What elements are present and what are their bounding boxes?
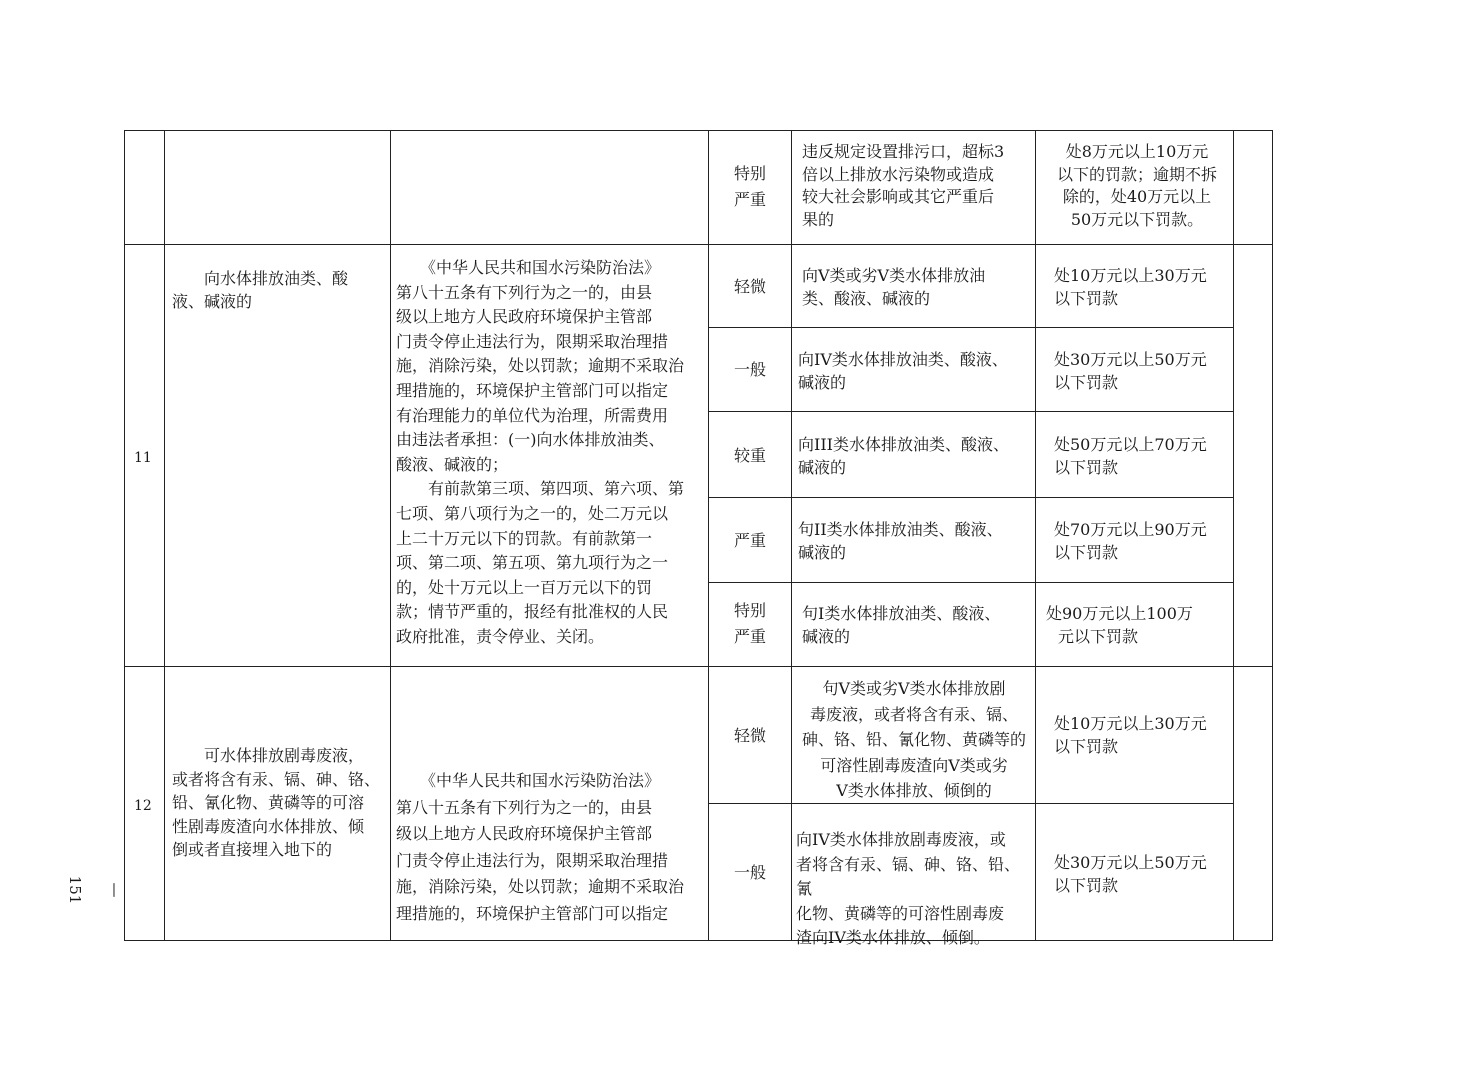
table-column-divider <box>164 130 165 941</box>
penalty-text: 处10万元以上30万元 以下罚款 <box>1054 266 1207 308</box>
circumstance-text: 向III类水体排放油类、酸液、 碱液的 <box>798 435 1009 477</box>
penalty-text: 处50万元以上70万元 以下罚款 <box>1054 435 1207 477</box>
penalty-text: 处8万元以上10万元 以下的罚款；逾期不拆 除的，处40万元以上 50万元以下罚款。 <box>1056 142 1217 229</box>
penalty-text: 处70万元以上90万元 以下罚款 <box>1054 520 1207 562</box>
table-border-left <box>124 130 125 941</box>
legal-basis-text: 《中华人民共和国水污染防治法》 第八十五条有下列行为之一的，由县 级以上地方人民政府环境保护主管部 门责令停止违法行为，限期采取治理措 施，消除污染，处以罚款；逾期不采取治 理措施的，环境保护主管部门可以指定 <box>396 771 685 923</box>
legal-basis-text: 《中华人民共和国水污染防治法》 第八十五条有下列行为之一的，由县 级以上地方人民政府环境保护主管部 门责令停止违法行为，限期采取治理措 施，消除污染，处以罚款；逾期不采取治 理措施的，环境保护主管部门可以指定 有治理能力的单位代为治理，所需费用 由违法者承担：(一)向水体排放油类、 酸液、碱液的； 有前款第三项、第四项、第六项、第 七项、第八项行为之一的，处二万元以 上二十万元以下的罚款。有前款第一 项、第二项、第五项、第九项行为之一 的，处十万元以上一百万元以下的罚 款；情节严重的，报经有批准权的人民 政府批准，责令停业、关闭。 <box>396 258 685 646</box>
table-column-divider <box>1035 130 1036 941</box>
table-column-divider <box>390 130 391 941</box>
circumstance-text: 向IV类水体排放剧毒废液，或 者将含有汞、镉、砷、铬、铅、氰 化物、黄磷等的可溶性剧毒废 渣向IV类水体排放、倾倒。 <box>796 830 1021 947</box>
level-label: 较重 <box>733 446 766 465</box>
penalty-text: 处90万元以上100万 元以下罚款 <box>1046 604 1193 646</box>
level-separator <box>708 327 1234 328</box>
level-label: 严重 <box>733 531 766 550</box>
circumstance-text: 句V类或劣V类水体排放剧 毒废液，或者将含有汞、镉、 砷、铬、铅、氰化物、黄磷等的 可溶性剧毒废渣向V类或劣 V类水体排放、倾倒的 <box>801 679 1026 800</box>
row-separator <box>124 666 1273 667</box>
row-number: 11 <box>134 450 152 466</box>
level-separator <box>708 497 1234 498</box>
level-label: 轻微 <box>733 277 766 296</box>
circumstance-text: 句II类水体排放油类、酸液、 碱液的 <box>798 520 1003 562</box>
table-column-divider <box>791 130 792 941</box>
level-label: 一般 <box>733 360 766 379</box>
penalty-text: 处10万元以上30万元 以下罚款 <box>1054 714 1207 756</box>
table-border-bottom <box>124 940 1273 941</box>
circumstance-text: 句I类水体排放油类、酸液、 碱液的 <box>802 604 1001 646</box>
level-label: 特别 严重 <box>733 601 766 646</box>
level-separator <box>708 582 1234 583</box>
table-border-right <box>1272 130 1273 941</box>
circumstance-text: 违反规定设置排污口，超标3 倍以上排放水污染物或造成 较大社会影响或其它严重后 果的 <box>802 142 1005 229</box>
level-separator <box>708 411 1234 412</box>
table-border-top <box>124 130 1273 131</box>
level-label: 轻微 <box>733 726 766 745</box>
behavior-text: 可水体排放剧毒废液， 或者将含有汞、镉、砷、铬、 铅、氰化物、黄磷等的可溶 性剧毒废渣向水体排放、倾 倒或者直接埋入地下的 <box>172 746 381 859</box>
row-number: 12 <box>134 798 152 814</box>
level-label: 特别 严重 <box>733 164 766 209</box>
row-separator <box>124 244 1273 245</box>
circumstance-text: 向IV类水体排放油类、酸液、 碱液的 <box>798 350 1008 392</box>
behavior-text: 向水体排放油类、酸 液、碱液的 <box>172 269 349 311</box>
penalty-text: 处30万元以上50万元 以下罚款 <box>1054 853 1207 895</box>
penalty-text: 处30万元以上50万元 以下罚款 <box>1054 350 1207 392</box>
level-label: 一般 <box>733 863 766 882</box>
page-number: —151 <box>66 875 124 905</box>
circumstance-text: 向V类或劣V类水体排放油 类、酸液、碱液的 <box>802 266 986 308</box>
